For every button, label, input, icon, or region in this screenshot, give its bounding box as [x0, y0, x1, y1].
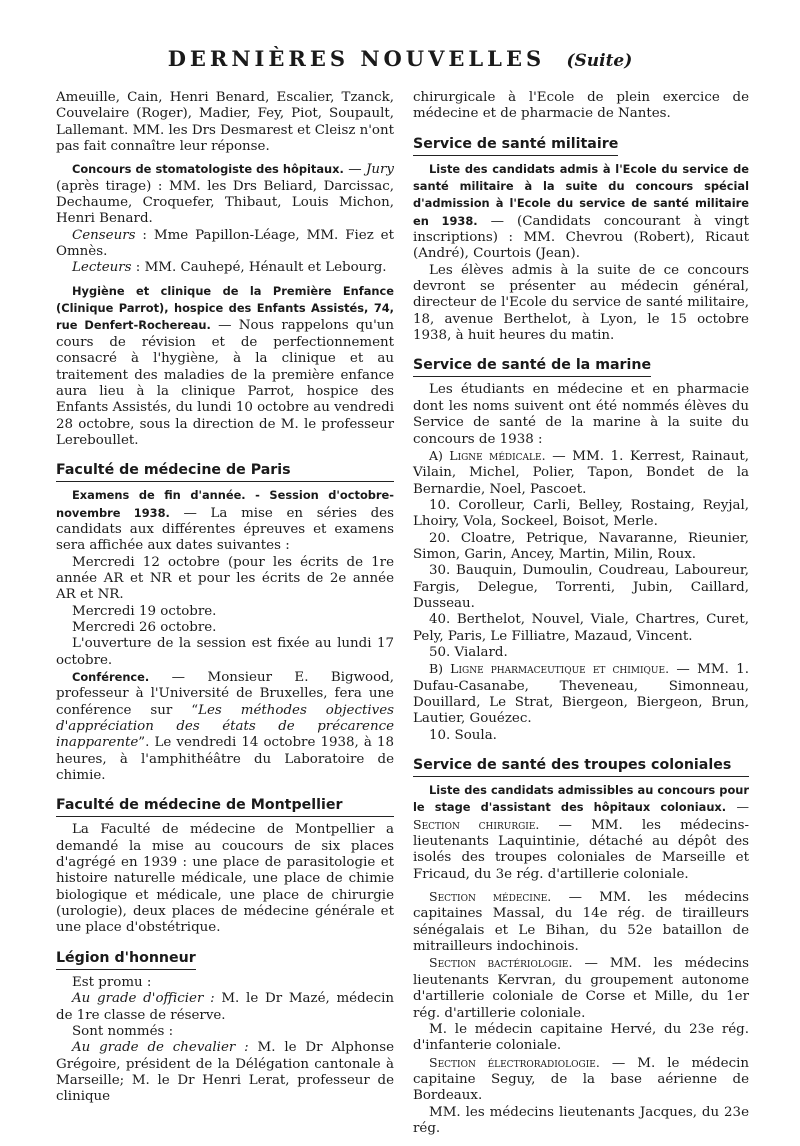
conference-text-2: ”. Le vendredi 14 octobre 1938, à 18 heures, à l'amphithéâtre du Laboratoire de chimie.	[56, 735, 394, 784]
marine-list-20: 20. Cloatre, Petrique, Navaranne, Rieunier, Simon, Garin, Ancey, Martin, Milin, Roux.	[413, 530, 749, 562]
exam-date-1: Mercredi 12 octobre (pour les écrits de 1re année AR et NR et pour les écrits de 2e année AR et NR.	[56, 554, 394, 603]
marine-list-50: 50. Vialard.	[429, 644, 508, 660]
conference-paragraph	[56, 669, 394, 784]
right-intro-paragraph: chirurgicale à l'Ecole de plein exercice de médecine et de pharmacie de Nantes.	[413, 90, 749, 122]
bacteriologie-label: Section bactériologie.	[429, 955, 573, 971]
electro-text: — M. le médecin capitaine Seguy, de la base aérienne de Bordeaux.	[413, 1055, 749, 1104]
electro-paragraph	[413, 1055, 749, 1105]
marine-list-40: 40. Berthelot, Nouvel, Viale, Chartres, Curet, Pely, Paris, Le Filliatre, Mazaud, Vincent.	[413, 612, 749, 644]
officier-paragraph	[56, 991, 394, 1024]
pharma-list-10: 10. Soula.	[429, 727, 497, 743]
exam-date-3: Mercredi 26 octobre.	[72, 619, 217, 635]
militaire-paragraph-2: Les élèves admis à la suite de ce concours devront se présenter au médecin général, directeur de l'Ecole du service de santé militaire, 18, avenue Berthelot, à Lyon, le 15 octobre 1938, à huit heures du matin.	[413, 262, 749, 344]
ligne-pharma-text: — MM. 1. Dufau-Casanabe, Theveneau, Simonneau, Douillard, Le Strat, Biergeon, Biergeon, Brun, Lautier, Gouézec.	[413, 662, 749, 727]
header-title: DERNIÈRES NOUVELLES	[167, 46, 546, 71]
medecine-text: — MM. les médecins capitaines Massal, du 14e rég. de tirailleurs sénégalais et Le Bihan, du 52e bataillon de mitrailleurs indochinois.	[413, 890, 749, 955]
ligne-medicale-label: A) Ligne médicale.	[429, 447, 546, 463]
exam-paragraph	[56, 487, 394, 554]
chevalier-paragraph	[56, 1040, 394, 1105]
bacteriologie-paragraph	[413, 955, 749, 1021]
militaire-text: — (Candidats concourant à vingt inscriptions) : MM. Chevrou (Robert), Ricaut (André), Courtois (Jean).	[413, 213, 749, 262]
officier-label: Au grade d'officier :	[72, 991, 215, 1007]
conference-text-1: — Monsieur E. Bigwood, professeur à l'Université de Bruxelles, fera une conférence sur “	[56, 670, 394, 718]
header-suite: (Suite)	[566, 51, 633, 71]
ligne-pharma-paragraph	[413, 661, 749, 727]
marine-intro: Les étudiants en médecine et en pharmacie dont les noms suivent ont été nommés élèves du Service de santé de la marine à la suite du concours de 1938 :	[413, 382, 749, 447]
stomatology-jury: — Jury	[348, 162, 394, 178]
militaire-bold: Liste des candidats admis à l'Ecole du service de santé militaire à la suite du concours spécial d'admission à l'Ecole du service de santé militaire en 1938.	[413, 161, 749, 228]
electro-label: Section électroradiologie.	[429, 1054, 600, 1070]
section-heading-montpellier: Faculté de médecine de Montpellier	[56, 796, 394, 817]
est-promu: Est promu :	[72, 974, 152, 990]
stomatology-lead: Concours de stomatologiste des hôpitaux.	[72, 162, 344, 177]
censeurs-paragraph	[56, 228, 394, 261]
lecteurs-text: : MM. Cauhepé, Hénault et Lebourg.	[135, 260, 387, 276]
medecine-label: Section médecine.	[429, 889, 552, 905]
chirurgie-label: — Section chirurgie.	[413, 799, 749, 832]
stomatology-text: (après tirage) : MM. les Drs Beliard, Darcissac, Dechaume, Croquefer, Thibaut, Louis Michon, Henri Benard.	[56, 178, 394, 227]
exam-lead: Examens de fin d'année. - Session d'octobre-novembre 1938.	[56, 488, 394, 520]
herve-paragraph: M. le médecin capitaine Hervé, du 23e rég. d'infanterie coloniale.	[413, 1021, 749, 1054]
session-opening: L'ouverture de la session est fixée au lundi 17 octobre.	[56, 636, 394, 668]
medecine-paragraph	[413, 889, 749, 955]
intro-paragraph: Ameuille, Cain, Henri Benard, Escalier, Tzanck, Couvelaire (Roger), Madier, Fey, Piot, Soupault, Lallemant. MM. les Drs Desmarest et Cleisz n'ont pas fait connaître leur réponse.	[56, 90, 395, 155]
hygiene-text: — Nous rappelons qu'un cours de révision et de perfectionnement consacré à l'hygiène, à la clinique et au traitement des maladies de la première enfance aura lieu à la clinique Parrot, hospice des Enfants Assistés, du lundi 10 octobre au vendredi 28 octobre, sous la direction de M. le professeur Lereboullet.	[56, 318, 395, 448]
lecteurs-paragraph	[56, 260, 394, 276]
bacteriologie-text: — MM. les médecins lieutenants Kervran, du groupement autonome d'artillerie coloniale de Corse et Mille, du 1er rég. d'artillerie coloniale.	[413, 956, 749, 1021]
chevalier-label: Au grade de chevalier :	[72, 1040, 249, 1056]
conference-lead: Conférence.	[72, 670, 150, 684]
censeurs-label: Censeurs	[72, 227, 136, 243]
section-heading-marine: Service de santé de la marine	[413, 356, 651, 377]
conference-title: Les méthodes objectives d'appréciation des états de précarence inapparente	[56, 702, 395, 751]
censeurs-text: : Mme Papillon-Léage, MM. Fiez et Omnès.	[56, 227, 394, 260]
montpellier-paragraph: La Faculté de médecine de Montpellier a demandé la mise au coucours de six places d'agrégé en 1939 : une place de parasitologie et histoire naturelle médicale, une place de chimie biologique et médicale, une place de chirurgie (urologie), deux places de médecine générale et une place d'obstétrique.	[56, 822, 394, 936]
coloniales-paragraph	[413, 782, 749, 883]
ligne-medicale-paragraph	[413, 448, 749, 498]
left-column	[56, 90, 394, 1106]
coloniales-bold: Liste des candidats admissibles au concours pour le stage d'assistant des hôpitaux coloniaux.	[413, 783, 749, 815]
section-heading-coloniales: Service de santé des troupes coloniales	[413, 756, 749, 777]
chirurgie-text: — MM. les médecins-lieutenants Laquintinie, détaché au dépôt des isolés des troupes coloniales de Marseille et Fricaud, du 3e rég. d'artillerie coloniale.	[413, 817, 750, 882]
hygiene-paragraph	[56, 283, 394, 449]
right-column	[413, 90, 749, 1137]
section-heading-militaire: Service de santé militaire	[413, 135, 618, 156]
lecteurs-label: Lecteurs	[72, 260, 132, 276]
ligne-medicale-text: — MM. 1. Kerrest, Rainaut, Vilain, Michel, Polier, Tapon, Bondet de la Bernardie, Noel, Pascoet.	[413, 448, 750, 497]
marine-list-30: 30. Bauquin, Dumoulin, Coudreau, Laboureur, Fargis, Delegue, Torrenti, Jubin, Caillard, Dusseau.	[413, 563, 749, 611]
section-heading-legion: Légion d'honneur	[56, 949, 196, 970]
officier-text: M. le Dr Mazé, médecin de 1re classe de réserve.	[56, 991, 394, 1023]
ligne-pharma-label: B) Ligne pharmaceutique et chimique.	[429, 661, 670, 677]
page-header	[0, 46, 800, 71]
sont-nommes: Sont nommés :	[72, 1023, 174, 1039]
exam-date-2: Mercredi 19 octobre.	[72, 603, 217, 619]
section-heading-paris: Faculté de médecine de Paris	[56, 461, 394, 482]
last-paragraph: MM. les médecins lieutenants Jacques, du 23e rég.	[413, 1104, 749, 1136]
hygiene-lead: Hygiène et clinique de la Première Enfance (Clinique Parrot), hospice des Enfants Assistés, 74, rue Denfert-Rochereau.	[56, 283, 394, 333]
marine-list-10: 10. Corolleur, Carli, Belley, Rostaing, Reyjal, Lhoiry, Vola, Sockeel, Boisot, Merle.	[413, 497, 749, 530]
chevalier-text: M. le Dr Alphonse Grégoire, président de la Délégation cantonale à Marseille; M. le Dr Henri Lerat, professeur de clinique	[56, 1040, 394, 1105]
stomatology-paragraph	[56, 161, 394, 227]
militaire-paragraph	[413, 161, 749, 263]
exam-text: — La mise en séries des candidats aux différentes épreuves et examens sera affichée aux dates suivantes :	[56, 505, 394, 554]
